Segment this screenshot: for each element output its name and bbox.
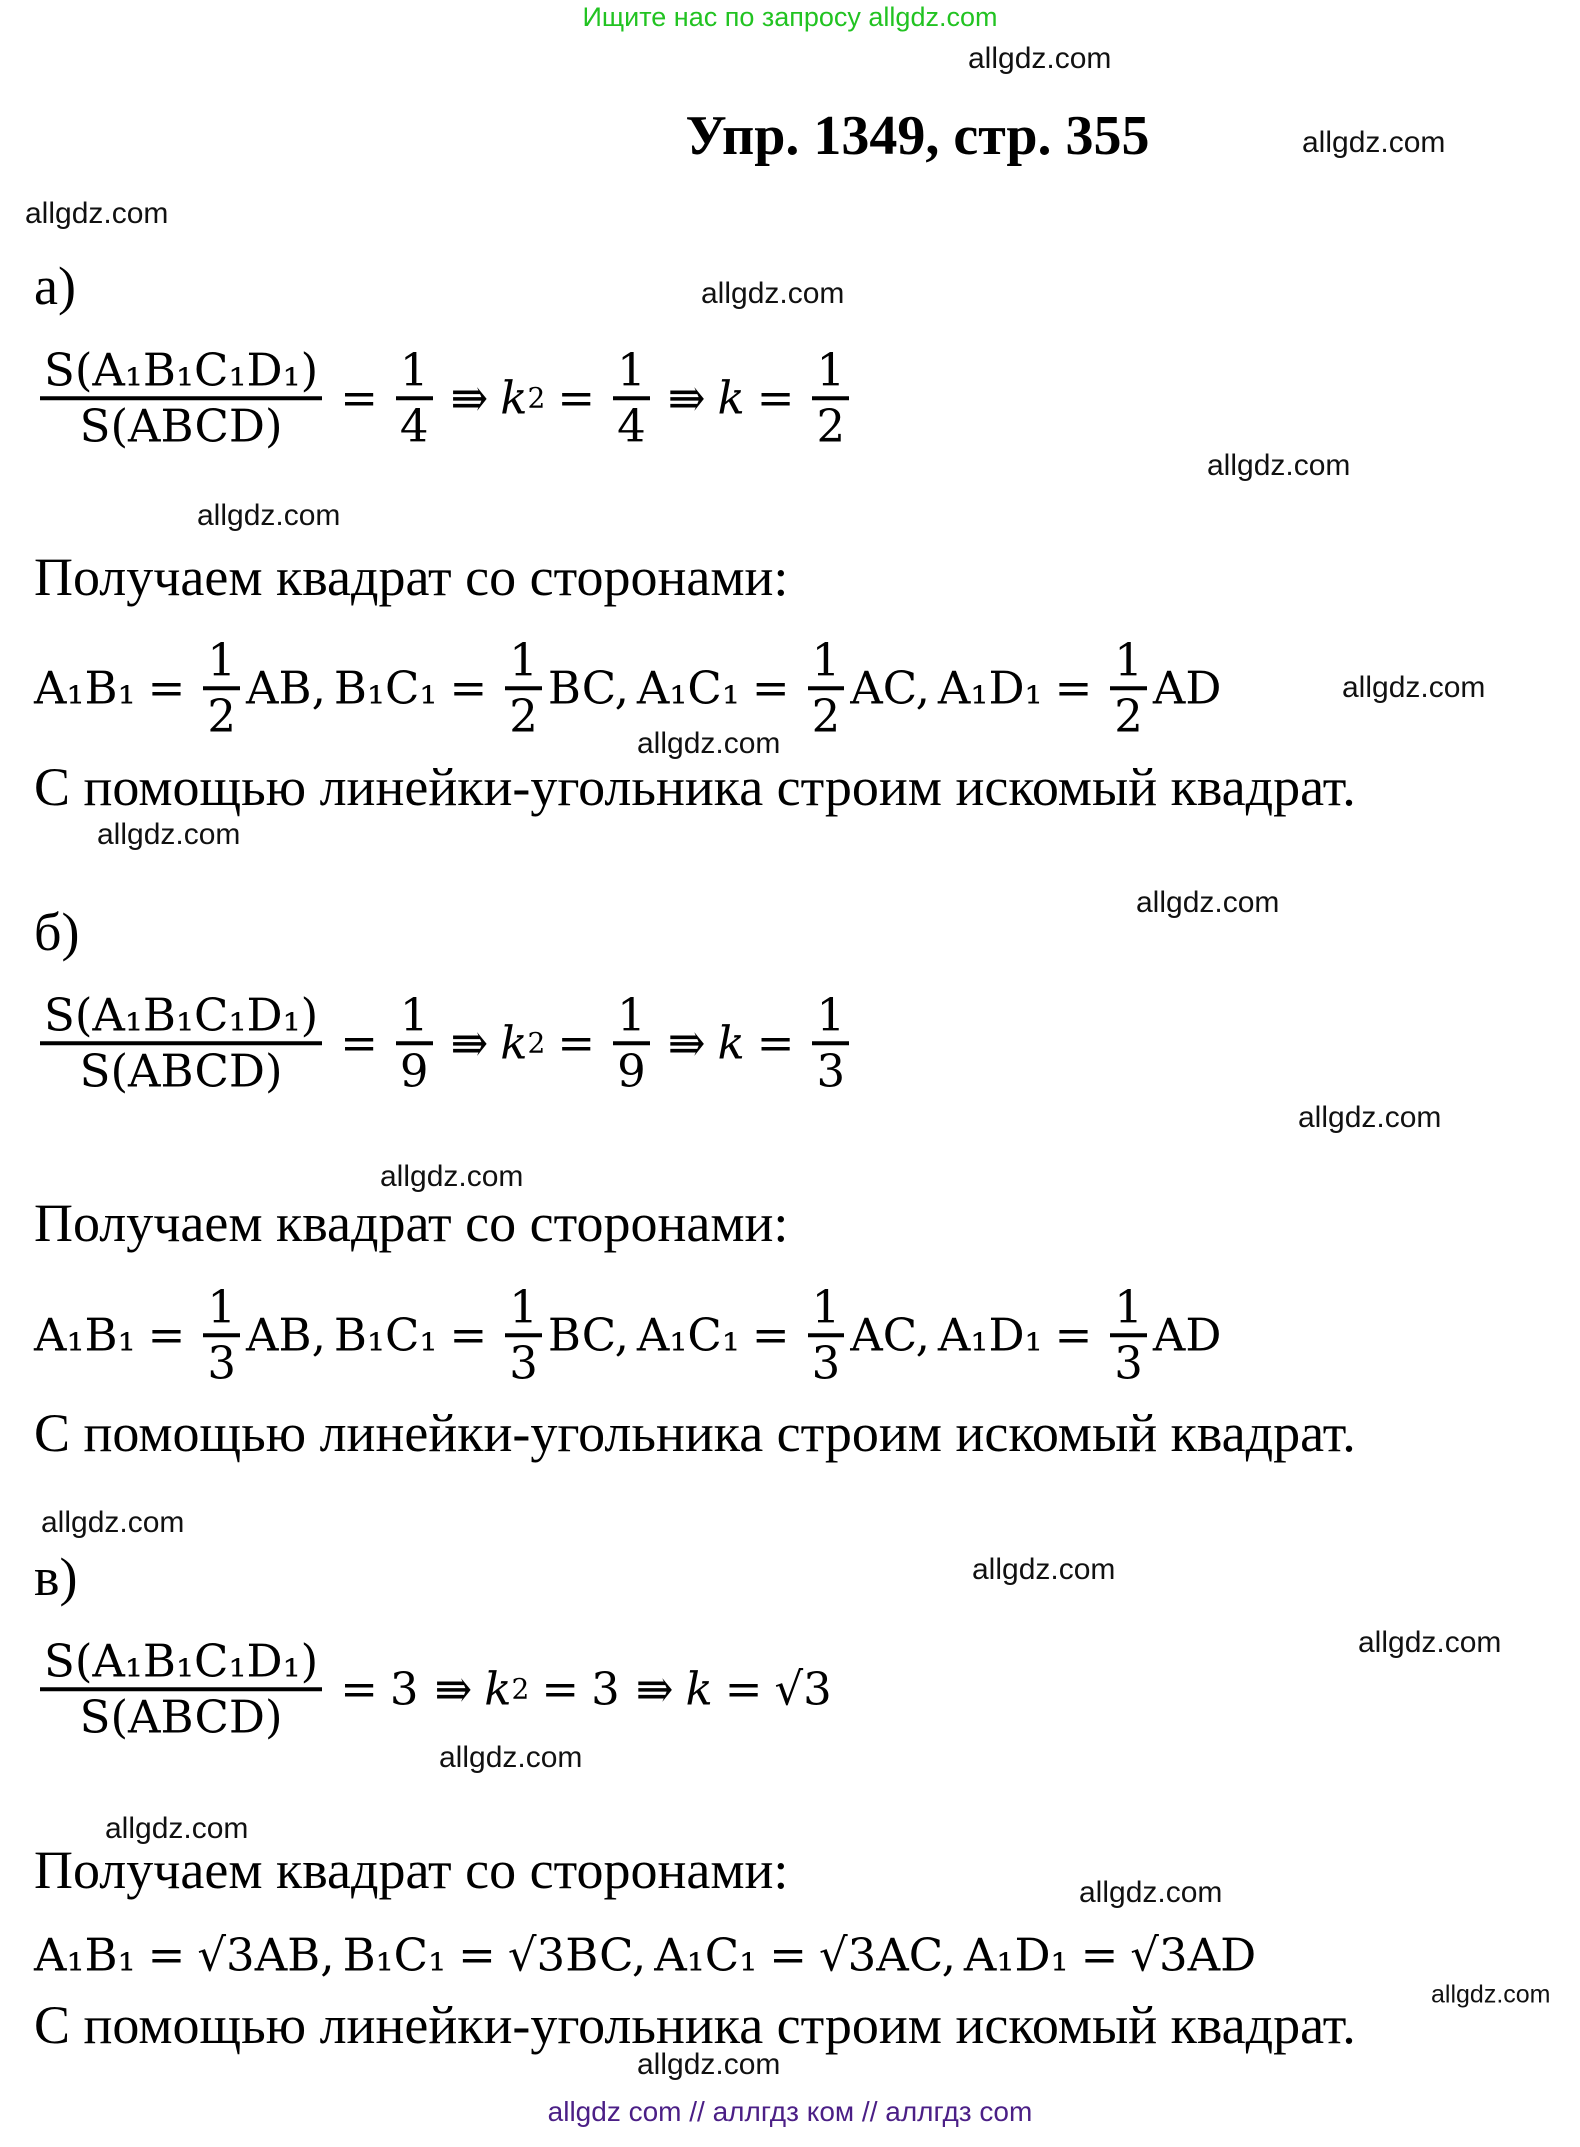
side-coefficient: √3 bbox=[1130, 1928, 1188, 1982]
fraction-denominator: 3 bbox=[1114, 1336, 1143, 1389]
equals-sign: = bbox=[449, 661, 488, 715]
side-coefficient: √3 bbox=[197, 1928, 255, 1982]
side-coefficient bbox=[808, 634, 845, 742]
k-variable: k bbox=[717, 371, 745, 425]
equals-sign: = bbox=[557, 371, 596, 425]
watermark: allgdz.com bbox=[105, 1812, 249, 1845]
side-name: A₁C₁ bbox=[654, 1928, 758, 1982]
watermark: allgdz.com bbox=[1136, 886, 1280, 919]
equals-sign: = bbox=[1054, 661, 1093, 715]
side-base: AD bbox=[1152, 1308, 1222, 1362]
equals-sign: = bbox=[557, 1016, 596, 1070]
equals-sign: = bbox=[147, 661, 186, 715]
fraction-numerator: 1 bbox=[617, 343, 646, 397]
area-ratio-fraction bbox=[40, 1635, 322, 1743]
fraction-numerator: 1 bbox=[816, 343, 846, 397]
side-base: AC, bbox=[850, 661, 930, 715]
k-exponent: 2 bbox=[511, 1672, 530, 1706]
sides-equation bbox=[34, 1281, 1230, 1389]
watermark: allgdz.com bbox=[972, 1553, 1116, 1586]
watermark: allgdz.com bbox=[1431, 1980, 1551, 2009]
k-squared-value bbox=[613, 989, 650, 1097]
text-construction: С помощью линейки-угольника строим искомый квадрат. bbox=[34, 757, 1356, 817]
fraction-denominator: 2 bbox=[207, 689, 237, 742]
sides-equation bbox=[34, 634, 1230, 742]
watermark: allgdz.com bbox=[637, 727, 781, 760]
watermark: allgdz.com bbox=[439, 1741, 583, 1774]
fraction-denominator: 4 bbox=[399, 399, 429, 452]
implies-arrow: ⇛ bbox=[667, 1016, 706, 1070]
side-coefficient bbox=[505, 1281, 542, 1389]
side-coefficient bbox=[203, 634, 240, 742]
k-variable: k bbox=[717, 1016, 745, 1070]
equals-sign: = bbox=[147, 1928, 186, 1982]
ratio-value: 3 bbox=[389, 1662, 419, 1716]
side-base: AC, bbox=[876, 1928, 956, 1982]
footer-links[interactable]: allgdz com // аллгдз ком // аллгдз com bbox=[547, 2096, 1033, 2127]
equals-sign: = bbox=[449, 1308, 488, 1362]
side-name: B₁C₁ bbox=[333, 1308, 438, 1362]
fraction-denominator: 3 bbox=[207, 1336, 237, 1389]
side-coefficient bbox=[1110, 634, 1147, 742]
side-name: A₁D₁ bbox=[963, 1928, 1069, 1982]
implies-arrow: ⇛ bbox=[667, 371, 706, 425]
sides-equation bbox=[34, 1929, 1264, 1982]
fraction-numerator: 1 bbox=[207, 633, 237, 687]
ratio-equation bbox=[34, 989, 855, 1097]
ratio-value bbox=[396, 344, 433, 452]
fraction-denominator: 9 bbox=[617, 1044, 646, 1097]
search-hint-banner[interactable]: Ищите нас по запросу allgdz.com bbox=[582, 2, 998, 32]
k-value bbox=[812, 344, 849, 452]
k-exponent: 2 bbox=[527, 381, 546, 415]
fraction-denominator: 3 bbox=[816, 1044, 846, 1097]
side-base: AD bbox=[1152, 661, 1222, 715]
side-coefficient: √3 bbox=[507, 1928, 566, 1982]
fraction-numerator: 1 bbox=[509, 1280, 538, 1334]
side-name: A₁B₁ bbox=[34, 1928, 136, 1982]
side-name: A₁D₁ bbox=[937, 1308, 1043, 1362]
watermark: allgdz.com bbox=[1079, 1876, 1223, 1909]
watermark: allgdz.com bbox=[1298, 1101, 1442, 1134]
fraction-numerator: 1 bbox=[399, 343, 429, 397]
watermark: allgdz.com bbox=[1302, 126, 1446, 159]
implies-arrow: ⇛ bbox=[434, 1662, 473, 1716]
fraction-denominator: 9 bbox=[399, 1044, 429, 1097]
side-name: B₁C₁ bbox=[342, 1928, 447, 1982]
text-sides-intro: Получаем квадрат со сторонами: bbox=[34, 547, 789, 607]
fraction-denominator: S(ABCD) bbox=[79, 399, 283, 452]
fraction-numerator: 1 bbox=[816, 988, 846, 1042]
equals-sign: = bbox=[340, 1016, 378, 1070]
implies-arrow: ⇛ bbox=[450, 371, 489, 425]
page-title: Упр. 1349, стр. 355 bbox=[685, 105, 1150, 167]
fraction-numerator: 1 bbox=[1114, 1280, 1143, 1334]
k-variable: k bbox=[484, 1662, 512, 1716]
k-variable: k bbox=[500, 1016, 528, 1070]
side-base: BC, bbox=[547, 661, 629, 715]
ratio-equation bbox=[34, 344, 855, 452]
side-name: B₁C₁ bbox=[333, 661, 438, 715]
area-ratio-fraction bbox=[40, 344, 322, 452]
area-ratio-fraction bbox=[40, 989, 322, 1097]
side-coefficient bbox=[203, 1281, 240, 1389]
side-base: BC, bbox=[547, 1308, 629, 1362]
equals-sign: = bbox=[751, 1308, 790, 1362]
side-name: A₁B₁ bbox=[34, 1308, 136, 1362]
side-coefficient bbox=[808, 1281, 845, 1389]
fraction-denominator: S(ABCD) bbox=[79, 1044, 283, 1097]
side-coefficient bbox=[1110, 1281, 1147, 1389]
fraction-numerator: S(A₁B₁C₁D₁) bbox=[44, 1634, 319, 1688]
k-variable: k bbox=[500, 371, 528, 425]
fraction-numerator: 1 bbox=[207, 1280, 237, 1334]
fraction-numerator: S(A₁B₁C₁D₁) bbox=[44, 343, 319, 397]
k-value bbox=[812, 989, 849, 1097]
side-base: BC, bbox=[565, 1928, 647, 1982]
text-construction: С помощью линейки-угольника строим искомый квадрат. bbox=[34, 1403, 1356, 1463]
watermark: allgdz.com bbox=[380, 1160, 524, 1193]
side-base: AB, bbox=[246, 661, 326, 715]
text-sides-intro: Получаем квадрат со сторонами: bbox=[34, 1193, 789, 1253]
text-construction: С помощью линейки-угольника строим искомый квадрат. bbox=[34, 1995, 1356, 2055]
equals-sign: = bbox=[1054, 1308, 1093, 1362]
implies-arrow: ⇛ bbox=[635, 1662, 674, 1716]
fraction-denominator: 3 bbox=[811, 1336, 841, 1389]
fraction-numerator: 1 bbox=[811, 1280, 841, 1334]
k-variable: k bbox=[685, 1662, 713, 1716]
section-label: б) bbox=[34, 902, 80, 962]
side-name: A₁B₁ bbox=[34, 661, 136, 715]
equals-sign: = bbox=[756, 371, 795, 425]
fraction-numerator: 1 bbox=[1114, 633, 1143, 687]
ratio-equation bbox=[34, 1635, 836, 1743]
equals-sign: = bbox=[147, 1308, 186, 1362]
fraction-numerator: S(A₁B₁C₁D₁) bbox=[44, 988, 319, 1042]
equals-sign: = bbox=[751, 661, 790, 715]
section-label: а) bbox=[34, 256, 76, 316]
text-sides-intro: Получаем квадрат со сторонами: bbox=[34, 1840, 789, 1900]
watermark: allgdz.com bbox=[968, 42, 1112, 75]
side-name: A₁C₁ bbox=[636, 1308, 740, 1362]
side-name: A₁D₁ bbox=[937, 661, 1043, 715]
side-base: AD bbox=[1187, 1928, 1257, 1982]
side-coefficient bbox=[505, 634, 542, 742]
fraction-denominator: S(ABCD) bbox=[79, 1690, 283, 1743]
watermark: allgdz.com bbox=[97, 818, 241, 851]
fraction-numerator: 1 bbox=[509, 633, 538, 687]
implies-arrow: ⇛ bbox=[450, 1016, 489, 1070]
side-coefficient: √3 bbox=[818, 1928, 877, 1982]
fraction-denominator: 3 bbox=[509, 1336, 538, 1389]
fraction-denominator: 2 bbox=[811, 689, 841, 742]
watermark: allgdz.com bbox=[197, 499, 341, 532]
equals-sign: = bbox=[756, 1016, 795, 1070]
equals-sign: = bbox=[340, 1662, 378, 1716]
equals-sign: = bbox=[541, 1662, 580, 1716]
equals-sign: = bbox=[724, 1662, 763, 1716]
fraction-denominator: 2 bbox=[1114, 689, 1143, 742]
equals-sign: = bbox=[1080, 1928, 1119, 1982]
fraction-denominator: 2 bbox=[816, 399, 846, 452]
k-squared-value: 3 bbox=[591, 1662, 620, 1716]
side-name: A₁C₁ bbox=[636, 661, 740, 715]
watermark: allgdz.com bbox=[1358, 1626, 1502, 1659]
side-base: AB, bbox=[246, 1308, 326, 1362]
watermark: allgdz.com bbox=[1342, 671, 1486, 704]
fraction-denominator: 4 bbox=[617, 399, 646, 452]
k-exponent: 2 bbox=[527, 1026, 546, 1060]
k-squared-value bbox=[613, 344, 650, 452]
section-label: в) bbox=[34, 1547, 78, 1607]
equals-sign: = bbox=[769, 1928, 807, 1982]
side-base: AC, bbox=[850, 1308, 930, 1362]
watermark: allgdz.com bbox=[637, 2048, 781, 2081]
ratio-value bbox=[396, 989, 433, 1097]
watermark: allgdz.com bbox=[25, 197, 169, 230]
side-base: AB, bbox=[254, 1928, 335, 1982]
k-value: √3 bbox=[774, 1662, 832, 1716]
fraction-denominator: 2 bbox=[509, 689, 538, 742]
fraction-numerator: 1 bbox=[399, 988, 429, 1042]
fraction-numerator: 1 bbox=[617, 988, 646, 1042]
equals-sign: = bbox=[458, 1928, 496, 1982]
watermark: allgdz.com bbox=[701, 277, 845, 310]
equals-sign: = bbox=[340, 371, 378, 425]
watermark: allgdz.com bbox=[1207, 449, 1351, 482]
watermark: allgdz.com bbox=[41, 1506, 185, 1539]
fraction-numerator: 1 bbox=[811, 633, 841, 687]
